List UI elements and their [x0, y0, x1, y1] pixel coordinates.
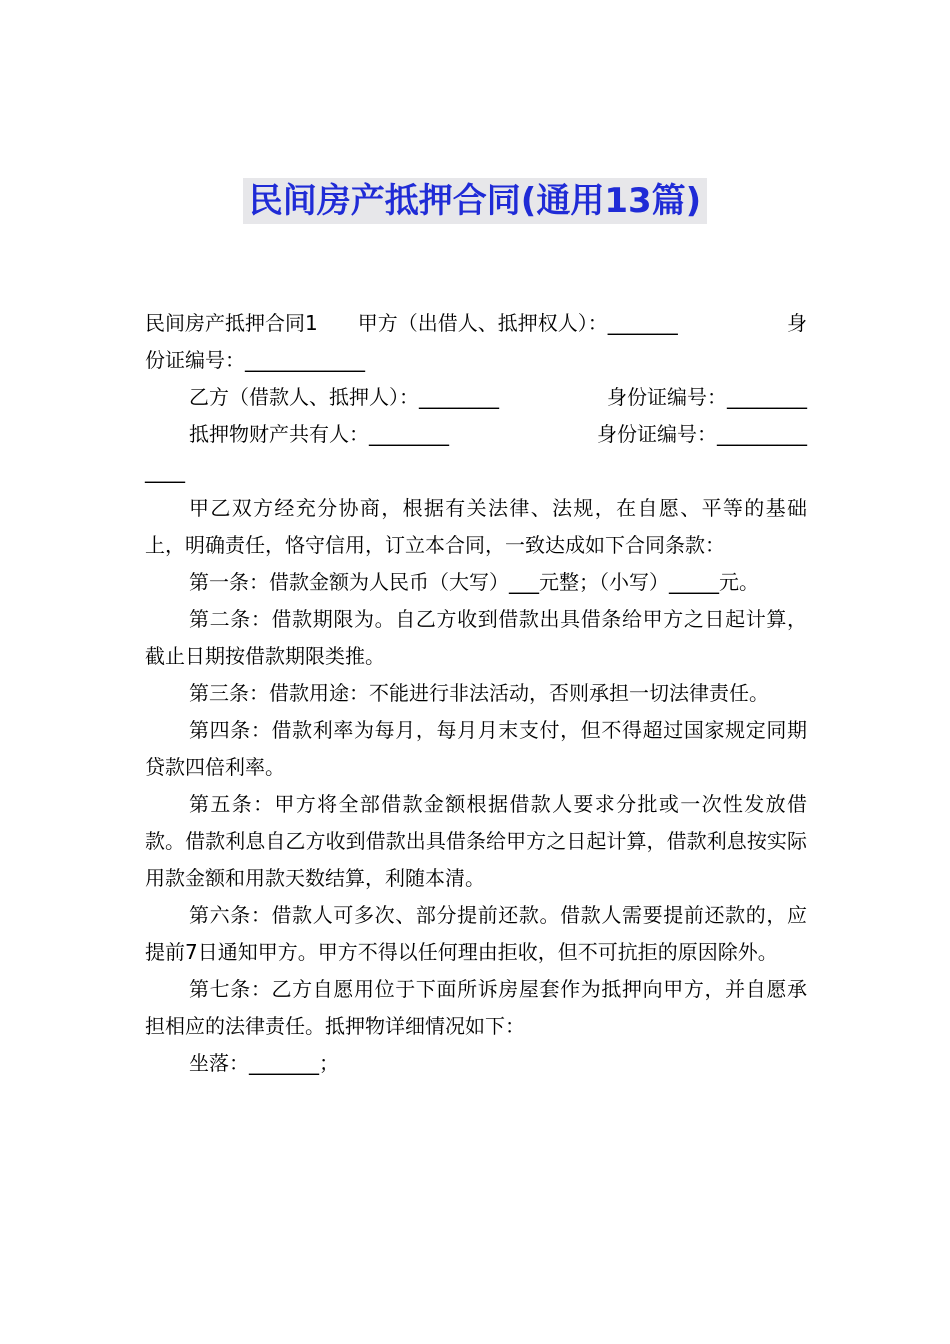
paragraph-article-2: 第二条：借款期限为。自乙方收到借款出具借条给甲方之日起计算，截止日期按借款期限类推。	[145, 607, 807, 668]
paragraph-article-6: 第六条：借款人可多次、部分提前还款。借款人需要提前还款的，应提前7日通知甲方。甲方不得以任何理由拒收，但不可抗拒的原因除外。	[145, 903, 807, 964]
paragraph-article-5: 第五条：甲方将全部借款金额根据借款人要求分批或一次性发放借款。借款利息自乙方收到借款出具借条给甲方之日起计算，借款利息按实际用款金额和用款天数结算，利随本清。	[145, 792, 807, 890]
co-owner-label: 抵押物财产共有人：________	[189, 422, 449, 446]
paragraph-article-7: 第七条：乙方自愿用位于下面所诉房屋套作为抵押向甲方，并自愿承担相应的法律责任。抵押物详细情况如下：	[145, 977, 807, 1038]
party-b-line	[145, 379, 807, 416]
header-line-1	[145, 305, 807, 342]
party-b-id: 身份证编号：________	[607, 385, 807, 409]
co-owner-id: 身份证编号：_________	[597, 422, 807, 446]
party-a-label: 民间房产抵押合同1 甲方（出借人、抵押权人）：_______	[145, 311, 678, 335]
party-a-id-line: 份证编号：____________	[145, 348, 365, 372]
paragraph-article-3: 第三条：借款用途：不能进行非法活动，否则承担一切法律责任。	[189, 681, 769, 705]
paragraph-article-1: 第一条：借款金额为人民币（大写）___元整；（小写）_____元。	[189, 570, 759, 594]
document-title: 民间房产抵押合同(通用13篇)	[243, 178, 707, 224]
paragraph-article-4: 第四条：借款利率为每月，每月月末支付，但不得超过国家规定同期贷款四倍利率。	[145, 718, 807, 779]
paragraph-preamble: 甲乙双方经充分协商，根据有关法律、法规，在自愿、平等的基础上，明确责任，恪守信用，订立本合同，一致达成如下合同条款：	[145, 496, 807, 557]
party-a-id-start: 身	[787, 311, 807, 335]
document-body	[145, 305, 807, 1082]
paragraph-location: 坐落：_______；	[189, 1051, 339, 1075]
co-owner-id-wrap: ____	[145, 459, 185, 483]
co-owner-line	[145, 416, 807, 453]
party-b-label: 乙方（借款人、抵押人）：________	[189, 385, 499, 409]
title-container	[0, 178, 950, 224]
